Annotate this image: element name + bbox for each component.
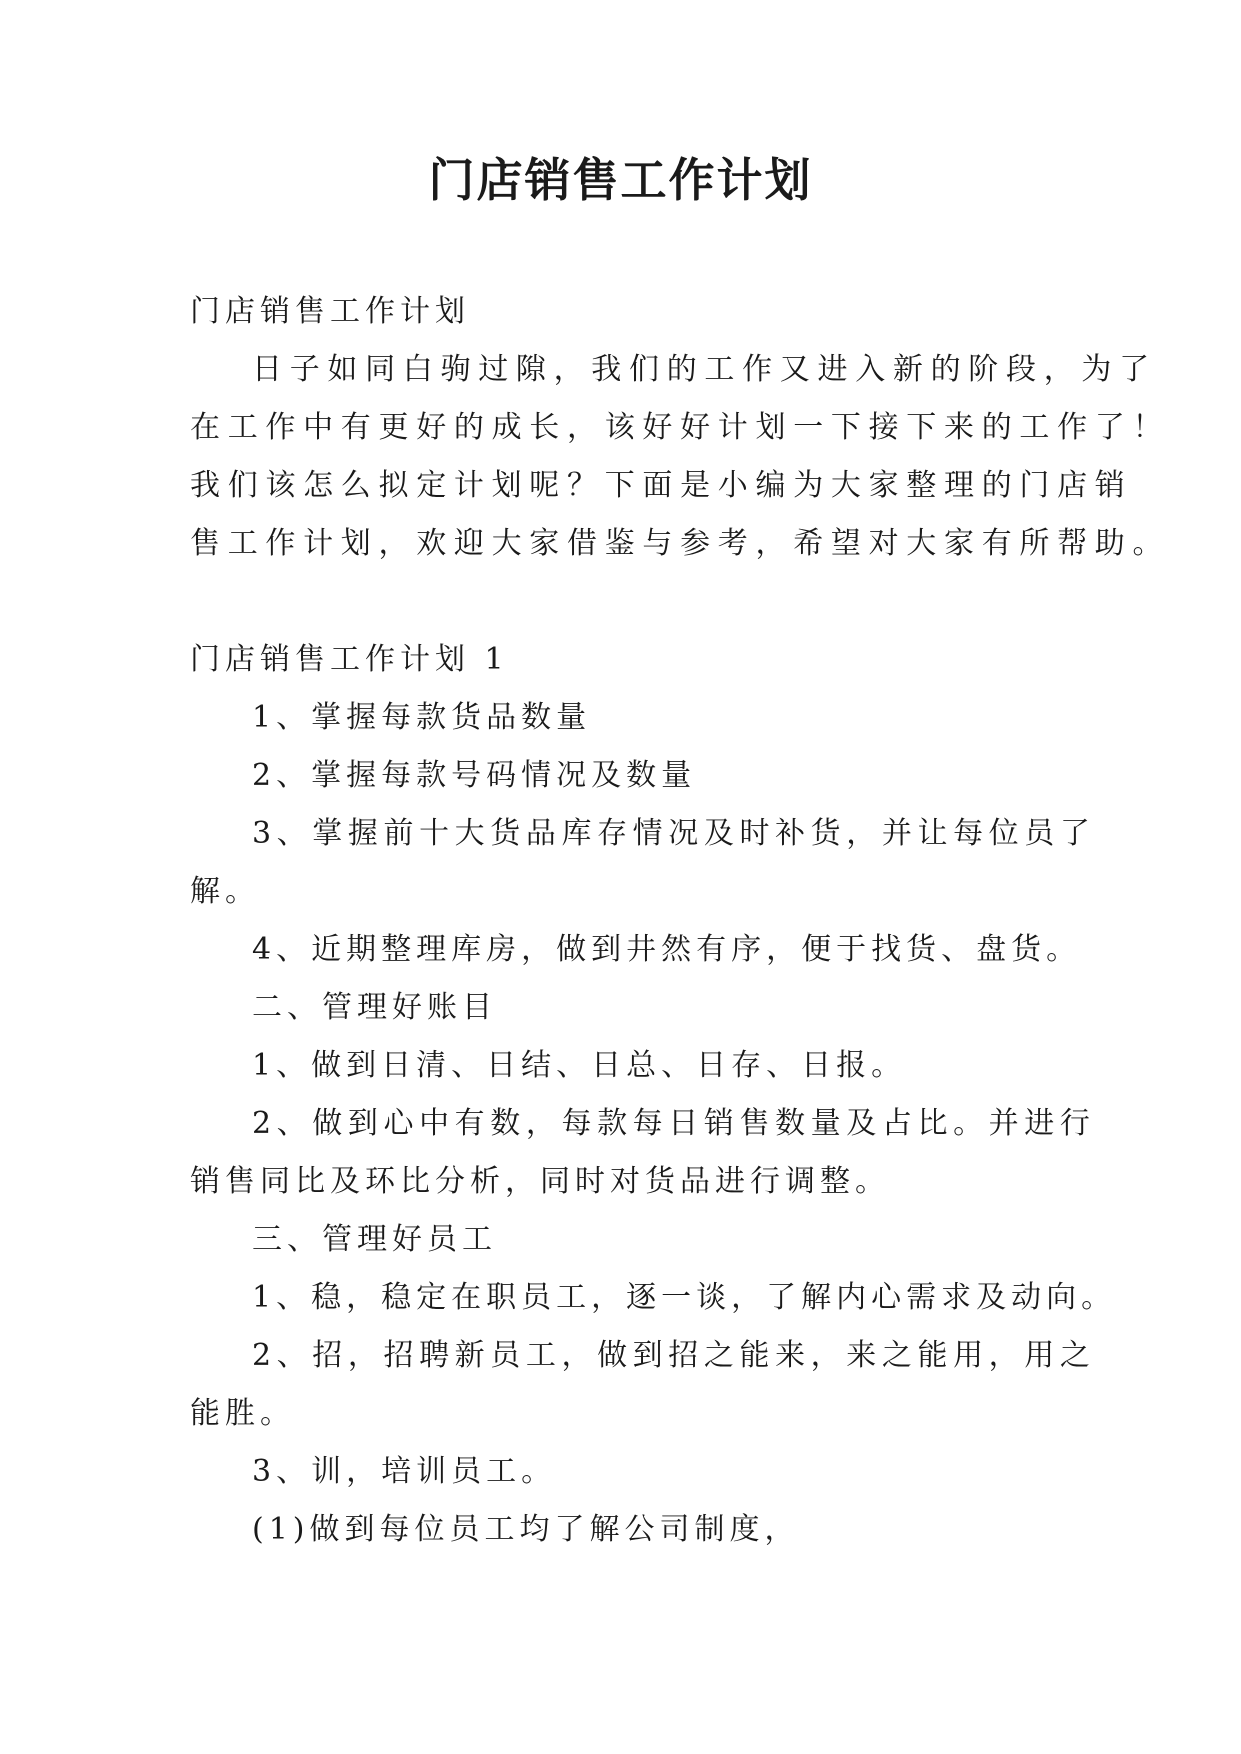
list-item-continuation: 能胜。 xyxy=(190,1396,295,1431)
list-item: 2、招，招聘新员工，做到招之能来，来之能用，用之 xyxy=(252,1338,1096,1373)
intro-line: 我们该怎么拟定计划呢？下面是小编为大家整理的门店销 xyxy=(190,468,1133,503)
subsection-heading: 三、管理好员工 xyxy=(252,1222,497,1257)
paragraph-gap xyxy=(190,573,1060,631)
intro-line: 日子如同白驹过隙，我们的工作又进入新的阶段，为了 xyxy=(252,352,1157,387)
list-item: (1)做到每位员工均了解公司制度， xyxy=(252,1512,800,1547)
list-item: 1、掌握每款货品数量 xyxy=(252,700,592,735)
list-item-continuation: 销售同比及环比分析，同时对货品进行调整。 xyxy=(190,1164,890,1199)
list-item: 4、近期整理库房，做到井然有序，便于找货、盘货。 xyxy=(252,932,1082,967)
subsection-heading: 二、管理好账目 xyxy=(252,990,497,1025)
intro-line: 在工作中有更好的成长，该好好计划一下接下来的工作了！ xyxy=(190,410,1171,445)
list-item: 2、做到心中有数，每款每日销售数量及占比。并进行 xyxy=(252,1106,1096,1141)
section-heading: 门店销售工作计划 1 xyxy=(190,642,509,677)
document-body xyxy=(190,283,1171,1559)
list-item: 3、训，培训员工。 xyxy=(252,1454,557,1489)
intro-line: 售工作计划，欢迎大家借鉴与参考，希望对大家有所帮助。 xyxy=(190,526,1171,561)
list-item: 3、掌握前十大货品库存情况及时补货，并让每位员了 xyxy=(252,816,1096,851)
list-item: 1、做到日清、日结、日总、日存、日报。 xyxy=(252,1048,907,1083)
document-title: 门店销售工作计划 xyxy=(428,153,813,207)
list-item: 2、掌握每款号码情况及数量 xyxy=(252,758,697,793)
list-item-continuation: 解。 xyxy=(190,874,260,909)
list-item: 1、稳，稳定在职员工，逐一谈，了解内心需求及动向。 xyxy=(252,1280,1117,1315)
document-subtitle: 门店销售工作计划 xyxy=(190,294,470,329)
